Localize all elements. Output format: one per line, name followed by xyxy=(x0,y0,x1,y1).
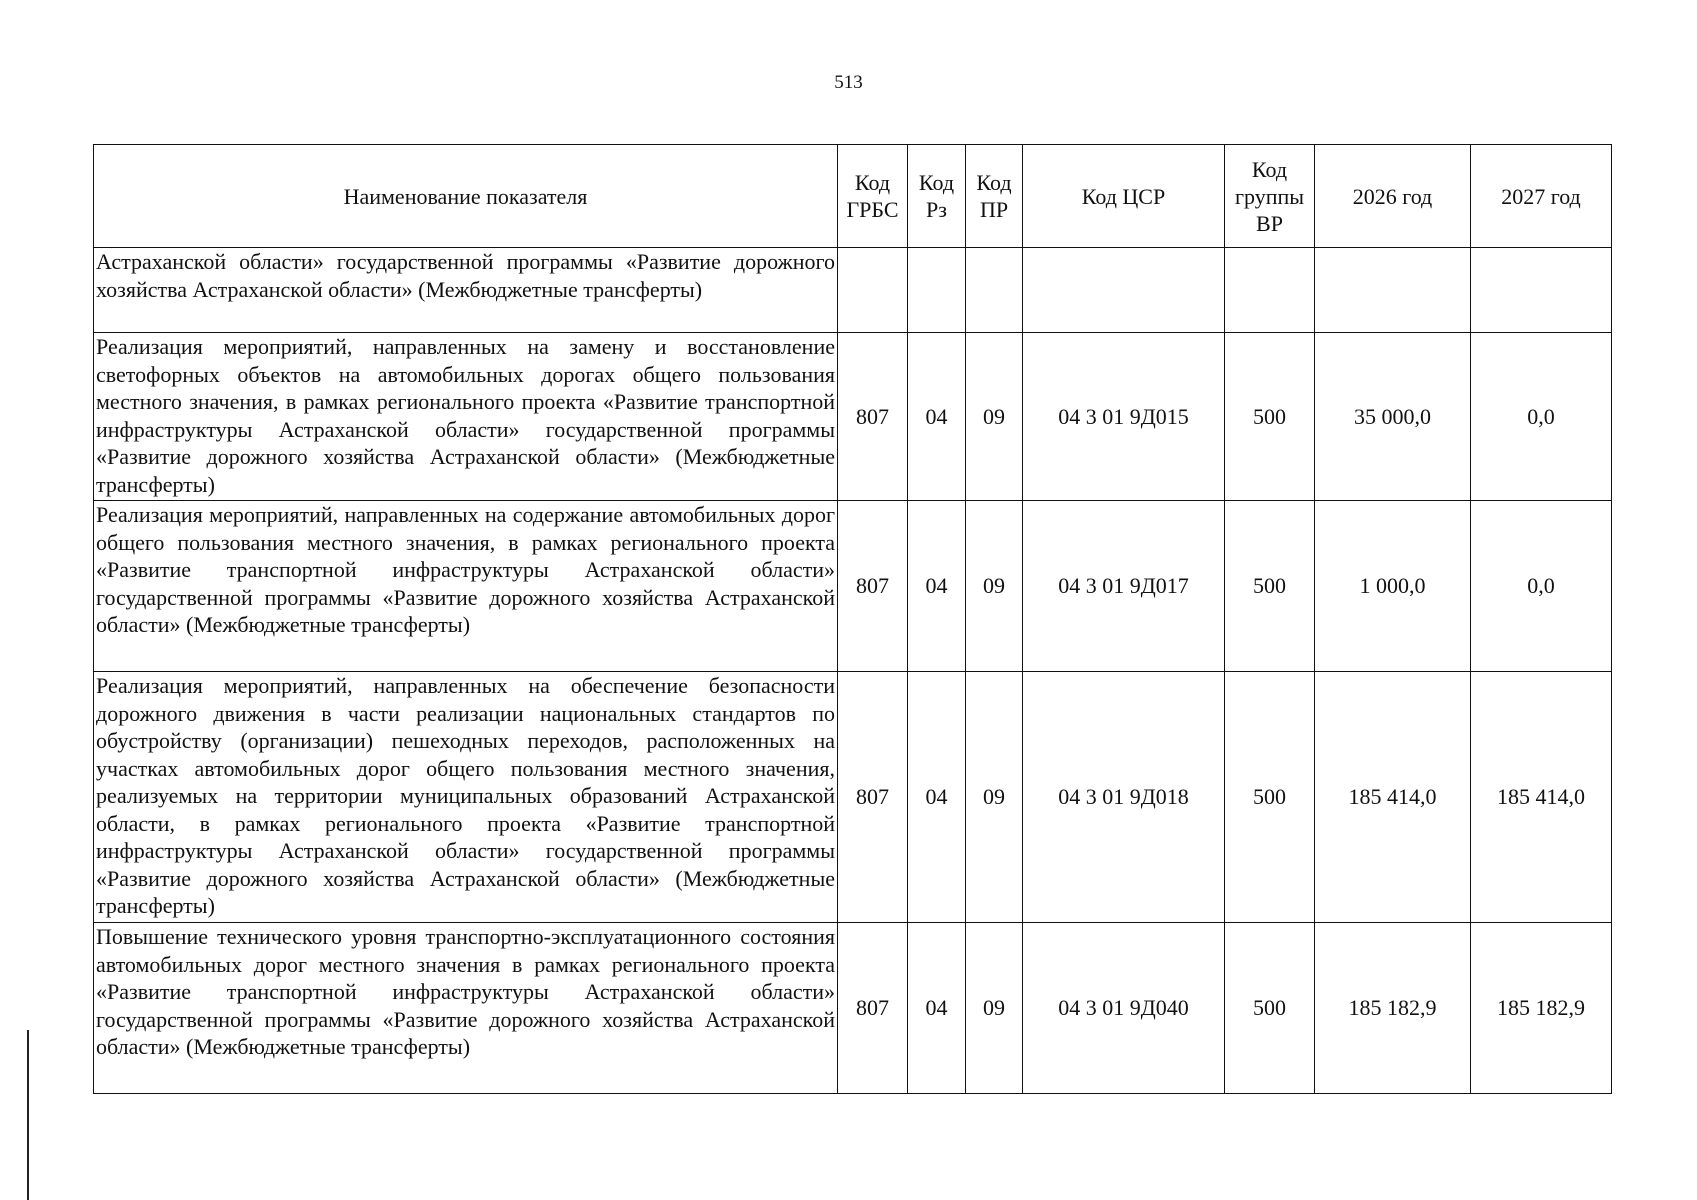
cell-2026: 185 414,0 xyxy=(1315,672,1471,923)
header-name: Наименование показателя xyxy=(94,145,838,248)
cell-csr: 04 3 01 9Д018 xyxy=(1023,672,1225,923)
cell-pr: 09 xyxy=(966,923,1023,1094)
scan-margin-line xyxy=(27,1030,29,1200)
table-header-row xyxy=(94,145,1612,248)
header-2027: 2027 год xyxy=(1471,145,1612,248)
cell-2026: 1 000,0 xyxy=(1315,501,1471,672)
cell-grbs: 807 xyxy=(838,501,908,672)
cell-csr: 04 3 01 9Д015 xyxy=(1023,333,1225,501)
table-row xyxy=(94,923,1612,1094)
cell-rz: 04 xyxy=(908,672,966,923)
cell-vr xyxy=(1225,248,1315,333)
cell-rz xyxy=(908,248,966,333)
table-row xyxy=(94,501,1612,672)
budget-table xyxy=(93,144,1612,1094)
cell-name: Астраханской области» государственной программы «Развитие дорожного хозяйства Астраханской области» (Межбюджетные трансферты) xyxy=(94,248,838,333)
cell-name: Реализация мероприятий, направленных на обеспечение безопасности дорожного движения в части реализации национальных стандартов по обустройству (организации) пешеходных переходов, расположенных на участках автомобильных дорог общего пользования местного значения, реализуемых на территории муниципальных образований Астраханской области, в рамках регионального проекта «Развитие транспортной инфраструктуры Астраханской области» государственной программы «Развитие дорожного хозяйства Астраханской области» (Межбюджетные трансферты) xyxy=(94,672,838,923)
cell-2027: 185 414,0 xyxy=(1471,672,1612,923)
page-number: 513 xyxy=(834,72,863,93)
table-row xyxy=(94,672,1612,923)
cell-rz: 04 xyxy=(908,333,966,501)
header-2026: 2026 год xyxy=(1315,145,1471,248)
cell-vr: 500 xyxy=(1225,672,1315,923)
cell-2026 xyxy=(1315,248,1471,333)
cell-2027 xyxy=(1471,248,1612,333)
cell-2027: 185 182,9 xyxy=(1471,923,1612,1094)
cell-vr: 500 xyxy=(1225,333,1315,501)
cell-csr xyxy=(1023,248,1225,333)
header-grbs: Код ГРБС xyxy=(838,145,908,248)
cell-pr: 09 xyxy=(966,333,1023,501)
cell-2027: 0,0 xyxy=(1471,501,1612,672)
table-row xyxy=(94,333,1612,501)
cell-vr: 500 xyxy=(1225,501,1315,672)
cell-name: Реализация мероприятий, направленных на содержание автомобильных дорог общего пользования местного значения, в рамках регионального проекта «Развитие транспортной инфраструктуры Астраханской области» государственной программы «Развитие дорожного хозяйства Астраханской области» (Межбюджетные трансферты) xyxy=(94,501,838,672)
cell-name: Повышение технического уровня транспортно-эксплуатационного состояния автомобильных дорог местного значения в рамках регионального проекта «Развитие транспортной инфраструктуры Астраханской области» государственной программы «Развитие дорожного хозяйства Астраханской области» (Межбюджетные трансферты) xyxy=(94,923,838,1094)
cell-grbs xyxy=(838,248,908,333)
cell-pr: 09 xyxy=(966,501,1023,672)
cell-rz: 04 xyxy=(908,501,966,672)
table-row xyxy=(94,248,1612,333)
cell-vr: 500 xyxy=(1225,923,1315,1094)
cell-csr: 04 3 01 9Д017 xyxy=(1023,501,1225,672)
header-rz: Код Рз xyxy=(908,145,966,248)
cell-grbs: 807 xyxy=(838,923,908,1094)
header-vr: Код группы ВР xyxy=(1225,145,1315,248)
cell-2027: 0,0 xyxy=(1471,333,1612,501)
cell-2026: 185 182,9 xyxy=(1315,923,1471,1094)
cell-csr: 04 3 01 9Д040 xyxy=(1023,923,1225,1094)
cell-name: Реализация мероприятий, направленных на замену и восстановление светофорных объектов на автомобильных дорогах общего пользования местного значения, в рамках регионального проекта «Развитие транспортной инфраструктуры Астраханской области» государственной программы «Развитие дорожного хозяйства Астраханской области» (Межбюджетные трансферты) xyxy=(94,333,838,501)
header-pr: Код ПР xyxy=(966,145,1023,248)
cell-pr: 09 xyxy=(966,672,1023,923)
cell-rz: 04 xyxy=(908,923,966,1094)
cell-pr xyxy=(966,248,1023,333)
cell-2026: 35 000,0 xyxy=(1315,333,1471,501)
cell-grbs: 807 xyxy=(838,333,908,501)
header-csr: Код ЦСР xyxy=(1023,145,1225,248)
cell-grbs: 807 xyxy=(838,672,908,923)
